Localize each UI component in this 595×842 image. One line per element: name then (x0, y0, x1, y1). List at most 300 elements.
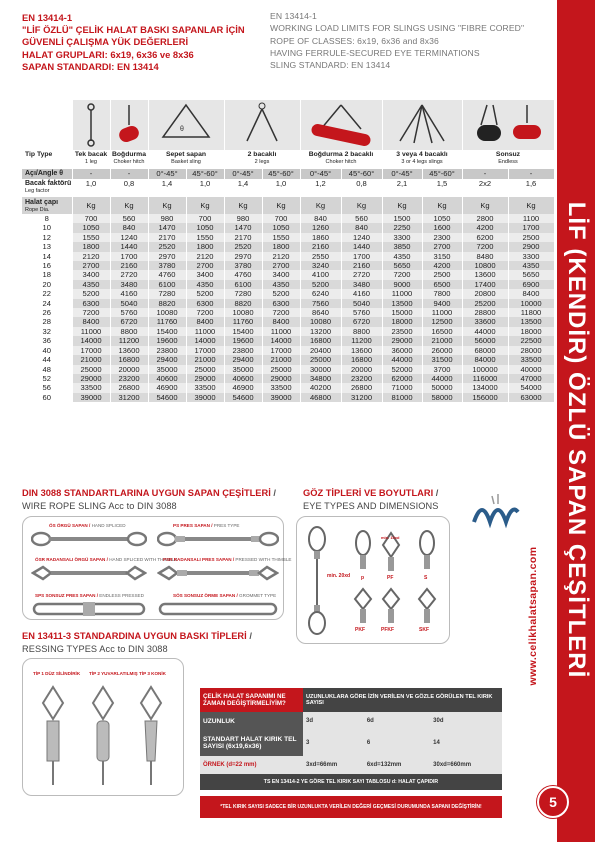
wll-cell: 6300 (186, 299, 224, 308)
wll-cell: 1440 (110, 242, 148, 251)
wll-cell: 34800 (300, 374, 341, 383)
wll-cell: 16800 (110, 355, 148, 364)
wll-cell: 29400 (224, 355, 262, 364)
wll-cell: 6900 (508, 280, 554, 289)
factor-cell: 2x2 (462, 179, 508, 197)
wll-cell: 6100 (148, 280, 186, 289)
wll-cell: 2120 (262, 252, 300, 261)
wll-cell: 44000 (382, 355, 422, 364)
rope-diameter-cell: 44 (22, 355, 72, 364)
wll-cell: 1050 (186, 223, 224, 232)
wll-cell: 11800 (508, 308, 554, 317)
unit-cell: Kg (110, 197, 148, 214)
table-row (22, 336, 554, 345)
table-row (22, 346, 554, 355)
wll-cell: 2700 (186, 261, 224, 270)
wll-cell: 56000 (462, 336, 508, 345)
sling-label-sos: SÖS SONSUZ ÖRME SAPAN / GROMMET TYPE (173, 593, 277, 598)
eye-label-pfkf: PFKF (381, 627, 395, 633)
angle-cell: 45°-60° (186, 169, 224, 179)
wll-cell: 1440 (341, 242, 382, 251)
wll-cell: 840 (110, 223, 148, 232)
angle-row (22, 169, 554, 179)
wll-cell: 25000 (300, 355, 341, 364)
wll-cell: 9400 (422, 299, 462, 308)
press-types-panel (22, 658, 184, 796)
en13411-subtitle: RESSING TYPES Acc to DIN 3088 (22, 644, 168, 654)
wll-cell: 2700 (422, 242, 462, 251)
rope-diameter-cell: 14 (22, 252, 72, 261)
wll-cell: 840 (300, 214, 341, 223)
wll-cell: 1800 (186, 242, 224, 251)
wll-cell: 7560 (300, 299, 341, 308)
wll-cell: 11200 (341, 336, 382, 345)
wll-cell: 12500 (422, 317, 462, 326)
wll-cell: 1800 (262, 242, 300, 251)
wll-cell: 5040 (110, 299, 148, 308)
angle-cell: 0°-45° (224, 169, 262, 179)
wll-cell: 63000 (508, 393, 554, 402)
wll-cell: 33500 (262, 383, 300, 392)
wll-cell: 20800 (462, 289, 508, 298)
table-row (22, 270, 554, 279)
wll-cell: 6720 (110, 317, 148, 326)
wll-cell: 1600 (422, 223, 462, 232)
website-url[interactable]: www.celikhalatsapan.com (527, 546, 539, 686)
side-title: LİF (KENDİR) ÖZLÜ SAPAN ÇEŞİTLERİ (563, 201, 590, 679)
rope-diameter-cell: 26 (22, 308, 72, 317)
table-row (22, 355, 554, 364)
length-6d: 6d (364, 712, 430, 730)
wll-cell: 17000 (262, 346, 300, 355)
wll-cell: 700 (72, 214, 110, 223)
wll-cell: 156000 (462, 393, 508, 402)
wll-cell: 10080 (224, 308, 262, 317)
factor-row (22, 179, 554, 197)
wll-cell: 13500 (382, 299, 422, 308)
wll-cell: 11760 (148, 317, 186, 326)
type-two-leg: 2 bacaklı 2 legs (224, 150, 300, 169)
unit-cell: Kg (508, 197, 554, 214)
sling-sps-image (31, 601, 147, 617)
table-row (22, 374, 554, 383)
wll-cell: 14000 (186, 336, 224, 345)
wll-cell: 15400 (148, 327, 186, 336)
warning-note: *TEL KIRIK SAYISI SADECE BİR UZUNLUKTA VERİLEN DEĞERİ GEÇMESİ DURUMUNDA SAPANI DEĞİŞTİRİN! (200, 796, 502, 818)
wll-cell: 40000 (508, 365, 554, 374)
eye-label-p: p (361, 575, 365, 581)
wll-cell: 8820 (224, 299, 262, 308)
wll-cell: 20400 (300, 346, 341, 355)
wll-cell: 11000 (262, 327, 300, 336)
type-endless: Sonsuz Endless (462, 150, 554, 169)
wll-cell: 16800 (300, 336, 341, 345)
wll-cell: 20000 (110, 365, 148, 374)
wll-cell: 33500 (72, 383, 110, 392)
wll-cell: 44000 (422, 374, 462, 383)
wll-cell: 116000 (462, 374, 508, 383)
wll-cell: 1050 (72, 223, 110, 232)
wll-cell: 17000 (186, 346, 224, 355)
rope-diameter-cell: 16 (22, 261, 72, 270)
length-30d: 30d (430, 712, 502, 730)
wll-cell: 4350 (508, 261, 554, 270)
eye-types-title: GÖZ TİPLERİ VE BOYUTLARI / (303, 488, 439, 498)
image-spacer (22, 100, 72, 150)
wll-cell: 14000 (262, 336, 300, 345)
wll-cell: 2800 (462, 214, 508, 223)
table-row (22, 252, 554, 261)
table-row (22, 242, 554, 251)
sling-os-image (31, 531, 147, 547)
wll-cell: 13600 (341, 346, 382, 355)
rope-diameter-cell: 40 (22, 346, 72, 355)
wll-cell: 2720 (341, 270, 382, 279)
wll-cell: 15000 (382, 308, 422, 317)
angle-label: Açı/Angle θ (22, 169, 72, 179)
wll-cell: 4200 (422, 261, 462, 270)
wll-cell: 8820 (148, 299, 186, 308)
wll-cell: 39000 (72, 393, 110, 402)
wll-cell: 22500 (508, 336, 554, 345)
wll-cell: 17000 (72, 346, 110, 355)
header-en-line: ROPE OF CLASSES: 6x19, 6x36 and 8x36 (270, 35, 439, 46)
header-tr-line: HALAT GRUPLARI: 6x19, 6x36 ve 8x36 (22, 48, 194, 60)
wll-table (22, 100, 555, 402)
wll-cell: 100000 (462, 365, 508, 374)
wll-cell: 29000 (186, 374, 224, 383)
table-row (22, 233, 554, 242)
wll-cell: 2520 (148, 242, 186, 251)
header-en-line: HAVING FERRULE-SECURED EYE TERMINATIONS (270, 47, 480, 58)
wll-cell: 4350 (382, 252, 422, 261)
header-en-line: EN 13414-1 (270, 11, 317, 21)
sling-label-ps: PS PRES SAPAN / PRES TYPE (173, 523, 240, 528)
wll-cell: 25000 (72, 365, 110, 374)
wll-cell: 29000 (72, 374, 110, 383)
wll-cell: 7280 (224, 289, 262, 298)
wll-cell: 31500 (422, 355, 462, 364)
wll-cell: 5200 (186, 289, 224, 298)
wll-cell: 21000 (262, 355, 300, 364)
wll-cell: 7800 (422, 289, 462, 298)
wll-cell: 13500 (508, 317, 554, 326)
single-leg-image (72, 100, 110, 150)
wll-cell: 19600 (148, 336, 186, 345)
wll-cell: 10080 (300, 317, 341, 326)
diameter-label: Halat çapı Rope Dia. (22, 197, 72, 214)
wll-cell: 1470 (148, 223, 186, 232)
unit-cell: Kg (462, 197, 508, 214)
wll-cell: 11000 (422, 308, 462, 317)
length-label: UZUNLUK (200, 712, 303, 730)
press-type-1-label: TİP 1 DÜZ SİLİNDİRİK (33, 671, 81, 676)
wll-cell: 2250 (382, 223, 422, 232)
replace-question: ÇELİK HALAT SAPANIMI NE ZAMAN DEĞİŞTİRMELİYİM? (200, 688, 303, 712)
wll-cell: 6200 (462, 233, 508, 242)
eye-dim-label: min. 15xd (381, 535, 400, 540)
wll-cell: 14000 (72, 336, 110, 345)
example-30d: 30xd=660mm (430, 756, 502, 774)
wll-cell: 2500 (508, 233, 554, 242)
eye-row-bottom (349, 585, 445, 633)
wll-cell: 5200 (72, 289, 110, 298)
wll-cell: 2970 (148, 252, 186, 261)
wll-cell: 1100 (508, 214, 554, 223)
unit-cell: Kg (224, 197, 262, 214)
wll-cell: 2160 (341, 261, 382, 270)
factor-cell: 1,5 (422, 179, 462, 197)
table-row (22, 280, 554, 289)
wll-cell: 2300 (422, 233, 462, 242)
std-3d: 3 (303, 730, 364, 756)
angle-cell: 45°-60° (262, 169, 300, 179)
length-3d: 3d (303, 712, 364, 730)
sling-label-psr: PSR RADANSALI PRES SAPAN / PRESSED WITH THIMBLE (163, 557, 292, 562)
wll-cell: 7280 (148, 289, 186, 298)
rope-diameter-cell: 10 (22, 223, 72, 232)
angle-cell: 0°-45° (148, 169, 186, 179)
wll-cell: 11000 (72, 327, 110, 336)
wll-cell: 3150 (422, 252, 462, 261)
wll-cell: 4350 (186, 280, 224, 289)
rope-diameter-cell: 12 (22, 233, 72, 242)
replace-info-table (200, 688, 502, 818)
wll-cell: 2700 (72, 261, 110, 270)
rope-diameter-cell: 36 (22, 336, 72, 345)
wll-cell: 1550 (186, 233, 224, 242)
replace-header: UZUNLUKLARA GÖRE İZİN VERİLEN VE GÖZLE GÖRÜLEN TEL KIRIK SAYISI (303, 688, 502, 712)
type-row (22, 150, 554, 169)
wll-cell: 20000 (341, 365, 382, 374)
eye-label-s: S (424, 575, 428, 581)
wll-cell: 1470 (224, 223, 262, 232)
wll-cell: 560 (341, 214, 382, 223)
eye-types-panel (296, 516, 450, 644)
wll-cell: 39000 (186, 393, 224, 402)
factor-cell: 2,1 (382, 179, 422, 197)
wll-cell: 81000 (382, 393, 422, 402)
wll-cell: 54000 (508, 383, 554, 392)
wll-cell: 1550 (262, 233, 300, 242)
wll-cell: 2970 (224, 252, 262, 261)
angle-cell: 0°-45° (300, 169, 341, 179)
wll-cell: 40600 (224, 374, 262, 383)
wll-cell: 6720 (341, 317, 382, 326)
header-en-line: WORKING LOAD LIMITS FOR SLINGS USING "FIBRE CORED" (270, 23, 525, 34)
wll-cell: 2170 (148, 233, 186, 242)
wll-cell: 1050 (422, 214, 462, 223)
wll-cell: 47000 (508, 374, 554, 383)
wll-cell: 40600 (148, 374, 186, 383)
two-leg-image (224, 100, 300, 150)
wll-cell: 3300 (382, 233, 422, 242)
wll-cell: 4350 (72, 280, 110, 289)
example-label: ÖRNEK (d=22 mm) (200, 756, 303, 774)
unit-cell: Kg (422, 197, 462, 214)
type-choker-2leg: Boğdurma 2 bacaklı Choker hitch (300, 150, 382, 169)
wll-cell: 2520 (224, 242, 262, 251)
table-row (22, 299, 554, 308)
rope-diameter-cell: 56 (22, 383, 72, 392)
en13411-title: EN 13411-3 STANDARDINA UYGUN BASKI TİPLERİ / (22, 631, 252, 641)
wll-cell: 58000 (422, 393, 462, 402)
wll-cell: 3300 (508, 252, 554, 261)
wll-cell: 13600 (110, 346, 148, 355)
table-row (22, 223, 554, 232)
table-row (22, 365, 554, 374)
wll-cell: 33500 (508, 355, 554, 364)
rope-diameter-cell: 48 (22, 365, 72, 374)
rope-diameter-cell: 20 (22, 280, 72, 289)
wll-cell: 29400 (148, 355, 186, 364)
wll-cell: 36000 (382, 346, 422, 355)
wll-cell: 8400 (508, 289, 554, 298)
wll-cell: 1050 (262, 223, 300, 232)
wll-cell: 40200 (300, 383, 341, 392)
wll-cell: 8800 (110, 327, 148, 336)
wll-cell: 8640 (300, 308, 341, 317)
wll-cell: 16500 (422, 327, 462, 336)
wll-cell: 18000 (508, 327, 554, 336)
wll-cell: 23200 (341, 374, 382, 383)
header-tr-line: SAPAN STANDARDI: EN 13414 (22, 60, 159, 72)
wll-cell: 62000 (382, 374, 422, 383)
wll-cell: 8400 (72, 317, 110, 326)
wll-cell: 6100 (224, 280, 262, 289)
wll-cell: 16800 (341, 355, 382, 364)
wll-cell: 13200 (300, 327, 341, 336)
wll-cell: 21000 (72, 355, 110, 364)
table-row (22, 308, 554, 317)
wll-cell: 21000 (186, 355, 224, 364)
wll-cell: 3700 (422, 365, 462, 374)
factor-cell: 1,4 (148, 179, 186, 197)
wll-cell: 84000 (462, 355, 508, 364)
wll-cell: 3850 (382, 242, 422, 251)
wll-cell: 30000 (300, 365, 341, 374)
wll-cell: 4100 (300, 270, 341, 279)
unit-cell: Kg (148, 197, 186, 214)
wll-cell: 25200 (462, 299, 508, 308)
multi-leg-image (382, 100, 462, 150)
wll-cell: 1500 (382, 214, 422, 223)
unit-cell: Kg (72, 197, 110, 214)
rope-coil-icon (470, 492, 520, 532)
wll-cell: 6240 (300, 289, 341, 298)
rope-diameter-cell: 18 (22, 270, 72, 279)
din3088-subtitle: WIRE ROPE SLING Acc to DIN 3088 (22, 501, 177, 511)
rope-diameter-cell: 28 (22, 317, 72, 326)
wll-cell: 4160 (110, 289, 148, 298)
wll-cell: 4160 (341, 289, 382, 298)
wll-cell: 46800 (300, 393, 341, 402)
wll-cell: 54600 (148, 393, 186, 402)
example-6d: 6xd=132mm (364, 756, 430, 774)
wll-cell: 11000 (382, 289, 422, 298)
wll-cell: 700 (186, 214, 224, 223)
table-row (22, 214, 554, 223)
wll-cell: 3780 (224, 261, 262, 270)
header-tr-line: EN 13414-1 (22, 12, 73, 23)
factor-cell: 0,8 (110, 179, 148, 197)
press-types-diagram (31, 681, 177, 791)
table-row (22, 317, 554, 326)
wll-cell: 18000 (382, 317, 422, 326)
wll-cell: 44000 (462, 327, 508, 336)
svg-text:θ: θ (180, 125, 184, 133)
wll-cell: 840 (341, 223, 382, 232)
wll-cell: 3400 (262, 270, 300, 279)
rope-diameter-cell: 13 (22, 242, 72, 251)
wll-cell: 21000 (422, 336, 462, 345)
choker-image (110, 100, 148, 150)
wll-cell: 52000 (382, 365, 422, 374)
eye-label-pf: PF (387, 575, 394, 581)
wll-cell: 7200 (186, 308, 224, 317)
wll-cell: 11760 (224, 317, 262, 326)
table-row (22, 327, 554, 336)
eye-types-subtitle: EYE TYPES AND DIMENSIONS (303, 501, 439, 511)
wll-cell: 2720 (110, 270, 148, 279)
wll-cell: 6300 (72, 299, 110, 308)
std-30d: 14 (430, 730, 502, 756)
wll-cell: 2550 (300, 252, 341, 261)
wll-cell: 31200 (341, 393, 382, 402)
factor-cell: 1,0 (72, 179, 110, 197)
wll-cell: 5760 (341, 308, 382, 317)
wll-cell: 1700 (508, 223, 554, 232)
header-tr-line: "LİF ÖZLÜ" ÇELİK HALAT BASKI SAPANLAR İÇİN (22, 24, 245, 36)
wll-cell: 15400 (224, 327, 262, 336)
wll-cell: 35000 (148, 365, 186, 374)
wll-cell: 11200 (110, 336, 148, 345)
endless-image (462, 100, 554, 150)
wll-cell: 6500 (422, 280, 462, 289)
unit-cell: Kg (186, 197, 224, 214)
wll-cell: 3780 (148, 261, 186, 270)
wll-cell: 2120 (186, 252, 224, 261)
wll-cell: 3400 (72, 270, 110, 279)
wll-cell: 26800 (341, 383, 382, 392)
wll-cell: 1260 (300, 223, 341, 232)
wll-cell: 68000 (462, 346, 508, 355)
angle-cell: - (462, 169, 508, 179)
wll-cell: 33600 (462, 317, 508, 326)
type-choker: Boğdurma Choker hitch (110, 150, 148, 169)
wll-cell: 2160 (300, 242, 341, 251)
header-turkish (22, 12, 267, 73)
wll-cell: 4200 (462, 223, 508, 232)
rope-diameter-cell: 60 (22, 393, 72, 402)
table-row (22, 383, 554, 392)
press-type-2-label: TİP 2 YUVARLATILMIŞ (89, 671, 138, 676)
sling-ps-image (157, 531, 279, 547)
unit-row (22, 197, 554, 214)
wll-cell: 23800 (148, 346, 186, 355)
factor-cell: 1,4 (224, 179, 262, 197)
page-number: 5 (537, 786, 569, 818)
wll-cell: 33500 (186, 383, 224, 392)
wll-cell: 5040 (341, 299, 382, 308)
sling-label-sps: SPS SONSUZ PRES SAPAN / ENDLESS PRESSED (35, 593, 144, 598)
factor-cell: 1,0 (262, 179, 300, 197)
wll-cell: 4760 (224, 270, 262, 279)
std-6d: 6 (364, 730, 430, 756)
wll-cell: 39000 (262, 393, 300, 402)
basket-image (148, 100, 224, 150)
wll-cell: 4760 (148, 270, 186, 279)
